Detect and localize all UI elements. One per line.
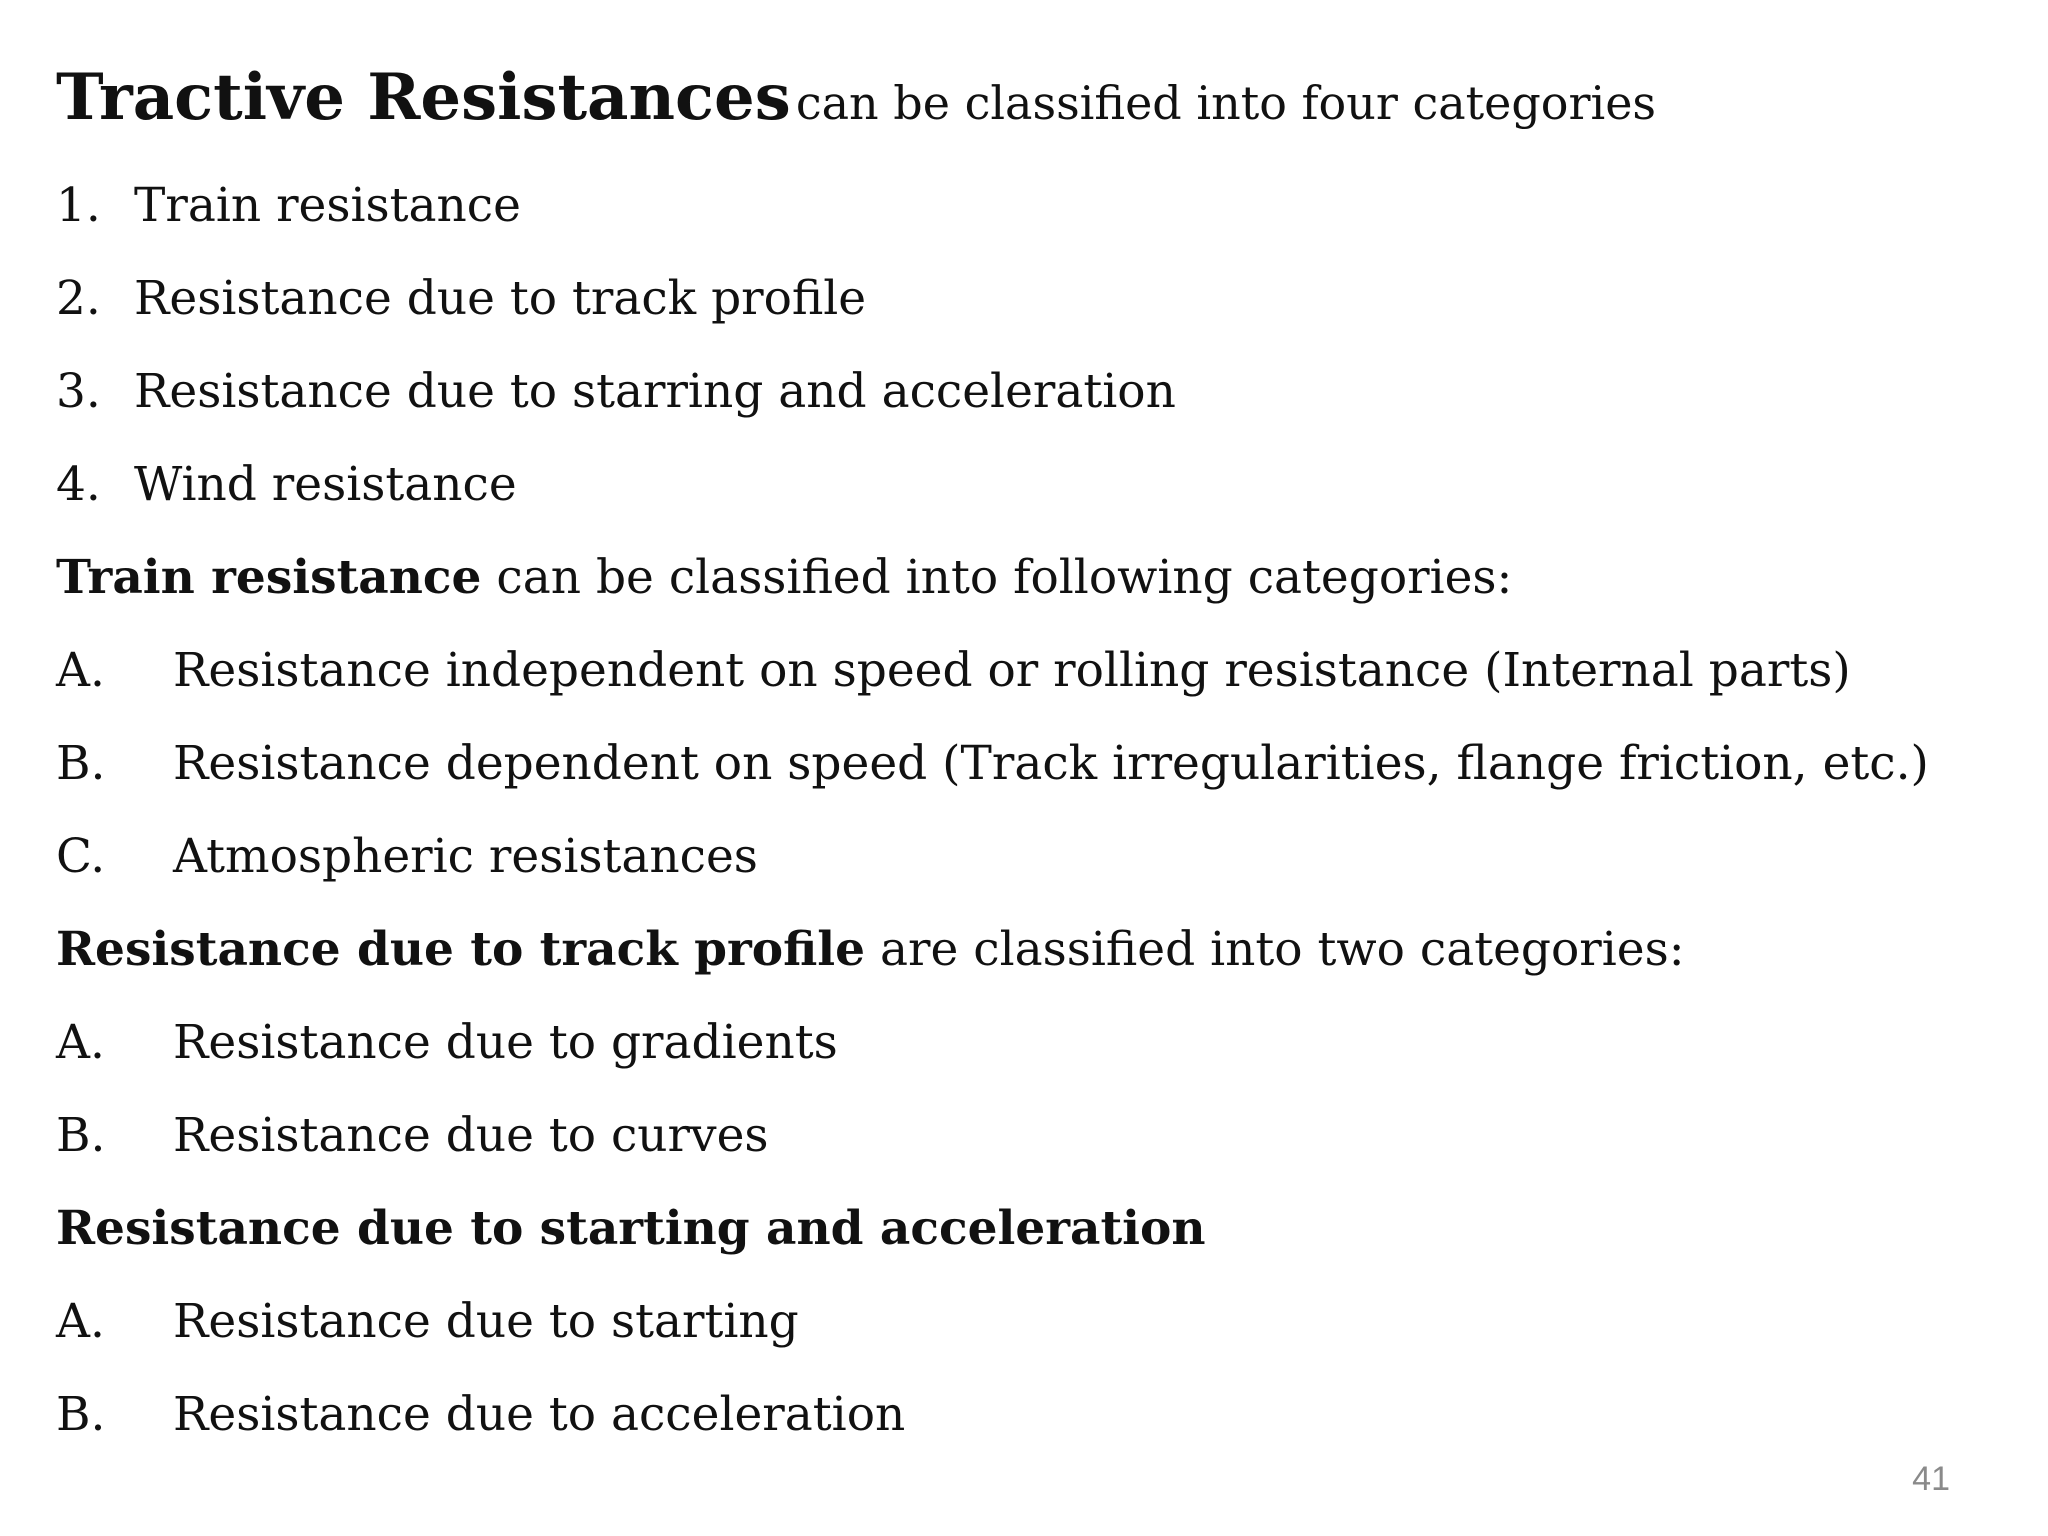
list-item [56,364,1176,419]
list-marker: A. [56,643,105,698]
list-marker: 2. [56,271,101,326]
list-marker: 4. [56,457,101,512]
list-item [56,1294,799,1349]
list-text: Resistance due to starting [173,1294,799,1349]
section-heading-strong: Train resistance [56,550,482,605]
list-text: Resistance due to curves [173,1108,769,1163]
list-item [56,829,758,884]
section-heading-strong: Resistance due to starting and acceleration [56,1201,1206,1256]
list-text: Wind resistance [134,457,517,512]
list-text: Resistance independent on speed or rolling resistance (Internal parts) [173,643,1851,698]
list-text: Resistance due to gradients [173,1015,838,1070]
section-heading-rest: are classified into two categories: [880,922,1685,977]
list-item [56,736,1929,791]
list-item [56,271,867,326]
section-heading-track-profile [56,922,1685,977]
list-marker: B. [56,1108,106,1163]
section-heading-train-resistance [56,550,1513,605]
list-item [56,1387,906,1442]
list-text: Resistance dependent on speed (Track irregularities, flange friction, etc.) [173,736,1929,791]
list-item [56,1108,769,1163]
page-title-strong: Tractive Resistances [56,60,791,135]
list-marker: C. [56,829,106,884]
list-marker: A. [56,1015,105,1070]
list-text: Resistance due to starring and acceleration [134,364,1176,419]
list-marker: 3. [56,364,101,419]
list-text: Train resistance [134,178,521,233]
list-marker: A. [56,1294,105,1349]
page-title [56,60,1657,135]
page-title-rest: can be classified into four categories [795,76,1657,130]
list-text: Atmospheric resistances [173,829,758,884]
list-marker: B. [56,1387,106,1442]
list-text: Resistance due to track profile [134,271,867,326]
section-heading-starting-acceleration [56,1201,1206,1256]
list-marker: B. [56,736,106,791]
section-heading-strong: Resistance due to track profile [56,922,866,977]
list-item [56,178,521,233]
list-text: Resistance due to acceleration [173,1387,906,1442]
list-item [56,1015,838,1070]
section-heading-rest: can be classified into following categories: [496,550,1513,605]
page-number: 41 [1912,1460,1950,1498]
list-marker: 1. [56,178,101,233]
list-item [56,457,517,512]
list-item [56,643,1851,698]
